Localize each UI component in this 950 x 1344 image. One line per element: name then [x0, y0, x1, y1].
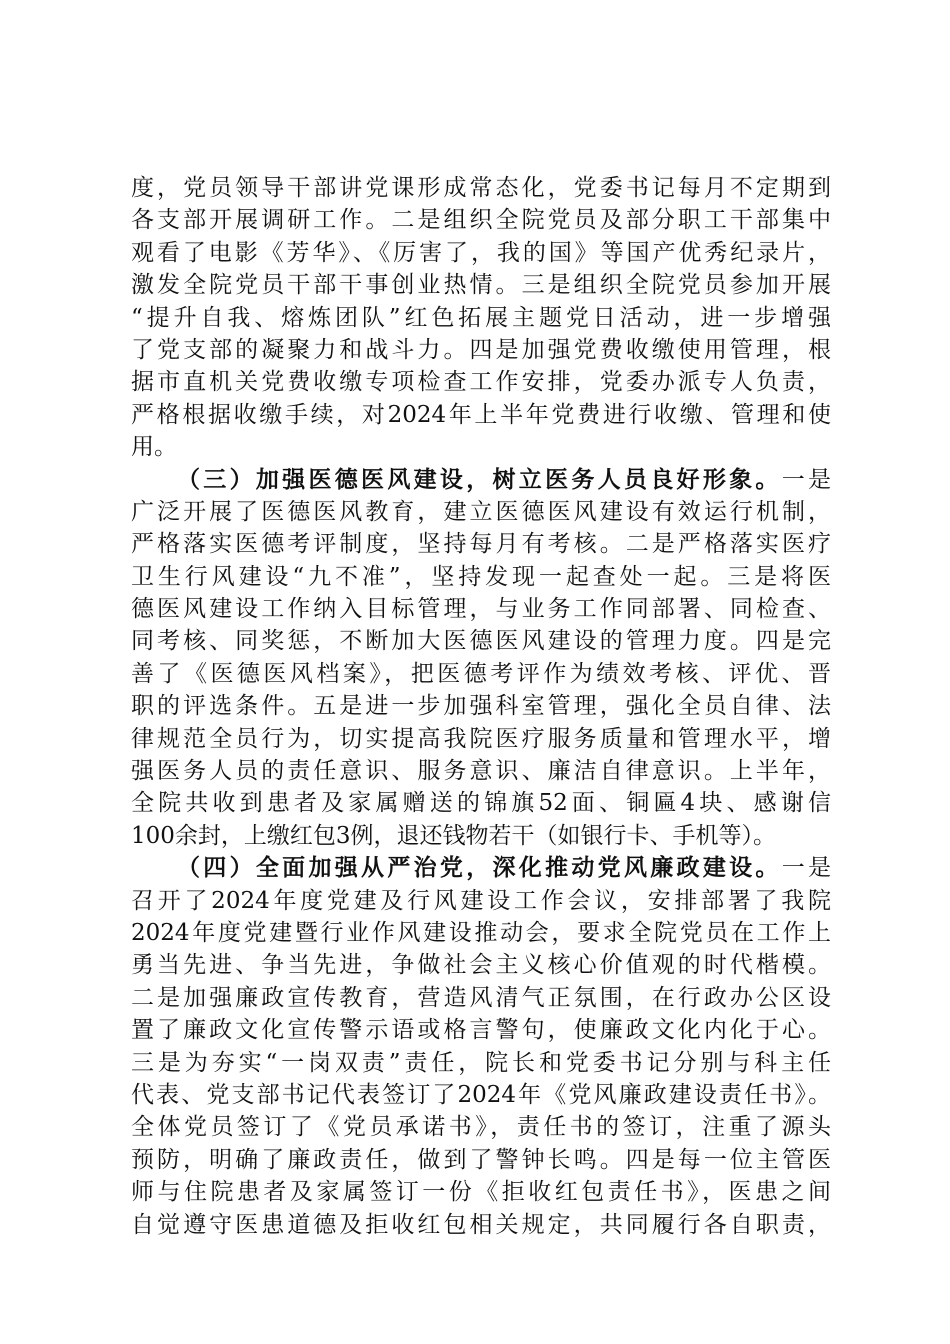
text-line: 同考核、同奖惩，不断加大医德医风建设的管理力度。四是完	[131, 628, 831, 655]
text-line: 全体党员签订了《党员承诺书》，责任书的签订，注重了源头	[131, 1114, 831, 1141]
paragraph-party-discipline	[131, 852, 831, 1241]
text-line: 自觉遵守医患道德及拒收红包相关规定，共同履行各自职责，	[131, 1211, 831, 1238]
text-line: 强医务人员的责任意识、服务意识、廉洁自律意识。上半年，	[131, 758, 831, 785]
text-line: 师与住院患者及家属签订一份《拒收红包责任书》，医患之间	[131, 1179, 831, 1206]
text-line: 100余封，上缴红包3例，退还钱物若干（如银行卡、手机等）。	[131, 822, 777, 849]
section-heading: （三）加强医德医风建设，树立医务人员良好形象。	[177, 465, 782, 493]
text-line: 激发全院党员干部干事创业热情。三是组织全院党员参加开展	[131, 272, 831, 299]
text-line: 用。	[131, 434, 177, 461]
text-line: 预防，明确了廉政责任，做到了警钟长鸣。四是每一位主管医	[131, 1146, 831, 1173]
heading-continuation: 一是	[781, 855, 832, 882]
document-body	[131, 172, 831, 1241]
text-line: 善了《医德医风档案》，把医德考评作为绩效考核、评优、晋	[131, 660, 831, 687]
text-line: 观看了电影《芳华》、《厉害了，我的国》等国产优秀纪录片，	[131, 239, 831, 266]
section-heading-line	[131, 464, 831, 496]
text-line: 召开了2024年度党建及行风建设工作会议，安排部署了我院	[131, 887, 831, 914]
text-line: 全院共收到患者及家属赠送的锦旗52面、铜匾4块、感谢信	[131, 790, 831, 817]
section-heading: （四）全面加强从严治党，深化推动党风廉政建设。	[177, 854, 782, 882]
text-line: 二是加强廉政宣传教育，营造风清气正氛围，在行政办公区设	[131, 984, 831, 1011]
text-line: 据市直机关党费收缴专项检查工作安排，党委办派专人负责，	[131, 369, 831, 396]
paragraph-medical-ethics	[131, 464, 831, 853]
text-line: 勇当先进、争当先进，争做社会主义核心价值观的时代楷模。	[131, 952, 831, 979]
text-line: 2024年度党建暨行业作风建设推动会，要求全院党员在工作上	[131, 919, 831, 946]
text-line: 严格根据收缴手续，对2024年上半年党费进行收缴、管理和使	[131, 401, 831, 428]
text-line: 严格落实医德考评制度，坚持每月有考核。二是严格落实医疗	[131, 531, 831, 558]
text-line: 置了廉政文化宣传警示语或格言警句，使廉政文化内化于心。	[131, 1017, 831, 1044]
text-line: 了党支部的凝聚力和战斗力。四是加强党费收缴使用管理，根	[131, 336, 831, 363]
text-line: 卫生行风建设“九不准”，坚持发现一起查处一起。三是将医	[131, 563, 831, 590]
text-line: “提升自我、熔炼团队”红色拓展主题党日活动，进一步增强	[131, 304, 831, 331]
text-line: 代表、党支部书记代表签订了2024年《党风廉政建设责任书》。	[131, 1081, 831, 1108]
text-line: 律规范全员行为，切实提高我院医疗服务质量和管理水平，增	[131, 725, 831, 752]
text-line: 各支部开展调研工作。二是组织全院党员及部分职工干部集中	[131, 207, 831, 234]
text-line: 度，党员领导干部讲党课形成常态化，党委书记每月不定期到	[131, 175, 831, 201]
heading-continuation: 一是	[781, 466, 832, 493]
text-line: 职的评选条件。五是进一步加强科室管理，强化全员自律、法	[131, 693, 831, 720]
text-line: 三是为夯实“一岗双责”责任，院长和党委书记分别与科主任	[131, 1049, 831, 1076]
text-line: 德医风建设工作纳入目标管理，与业务工作同部署、同检查、	[131, 596, 831, 623]
text-line: 广泛开展了医德医风教育，建立医德医风建设有效运行机制，	[131, 498, 831, 525]
paragraph-party-building	[131, 172, 831, 464]
section-heading-line	[131, 852, 831, 884]
